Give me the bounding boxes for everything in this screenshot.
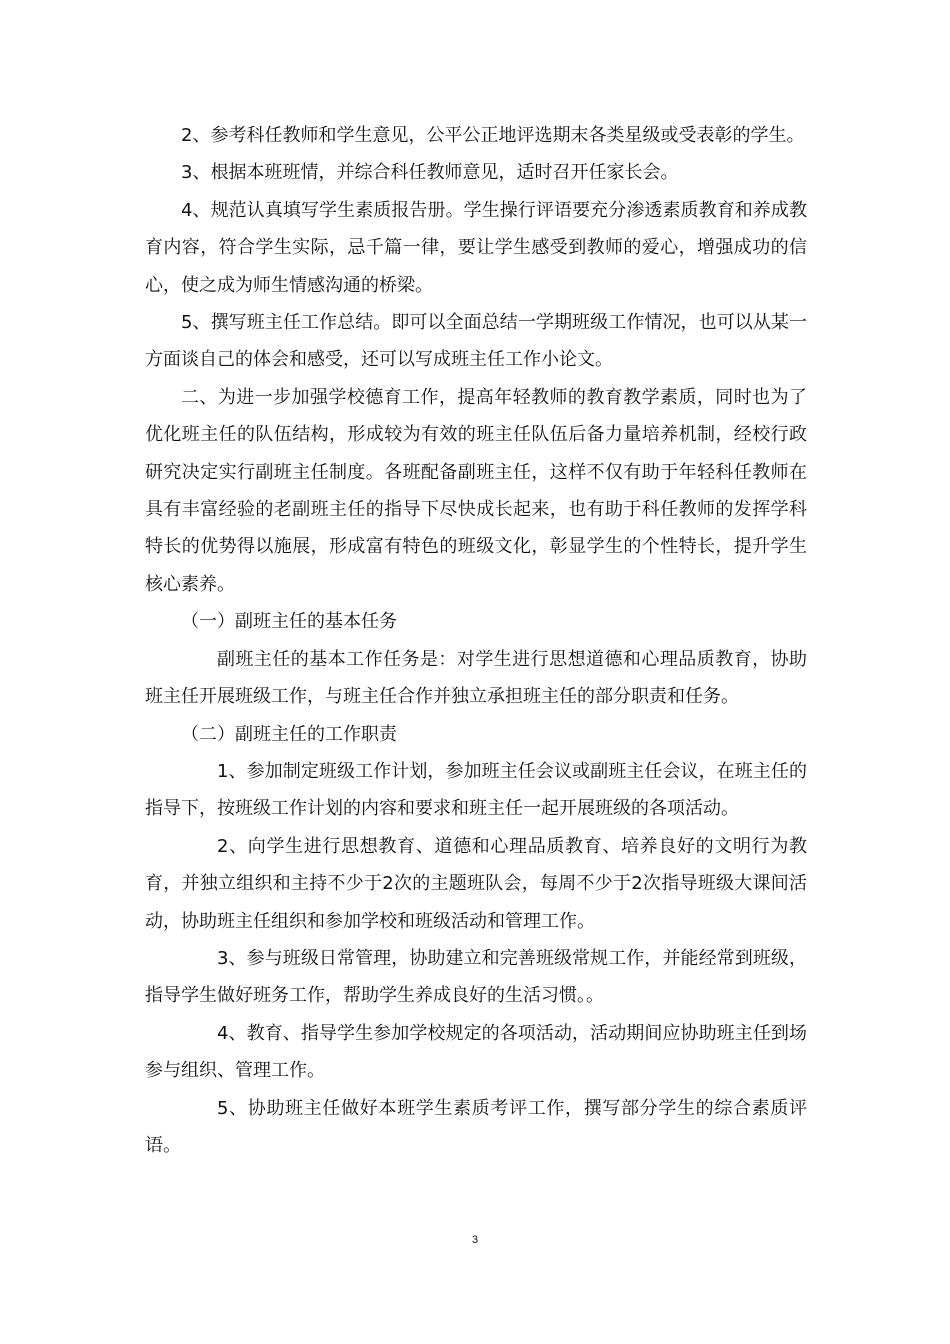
paragraph-duty-2: 2、向学生进行思想教育、道德和心理品质教育、培养良好的文明行为教育，并独立组织和主持不少于2次的主题班队会，每周不少于2次指导班级大课间活动，协助班主任组织和参加学校和班级活动和管理工作。 (145, 835, 807, 932)
paragraph-item-3-parent-meeting: 3、根据本班班情，并综合科任教师意见，适时召开任家长会。 (181, 162, 679, 184)
paragraph-duty-4: 4、教育、指导学生参加学校规定的各项活动，活动期间应协助班主任到场参与组织、管理工作。 (145, 1022, 807, 1082)
paragraph-item-4-quality-report: 4、规范认真填写学生素质报告册。学生操行评语要充分渗透素质教育和养成教育内容，符合学生实际，忌千篇一律，要让学生感受到教师的爱心，增强成功的信心，使之成为师生情感沟通的桥梁。 (145, 199, 807, 296)
subheading-basic-tasks: （一）副班主任的基本任务 (181, 611, 397, 633)
paragraph-duty-3: 3、参与班级日常管理，协助建立和完善班级常规工作，并能经常到班级，指导学生做好班务工作，帮助学生养成良好的生活习惯。。 (145, 947, 807, 1007)
subheading-duties: （二）副班主任的工作职责 (181, 723, 397, 745)
paragraph-duty-1: 1、参加制定班级工作计划，参加班主任会议或副班主任会议，在班主任的指导下，按班级工作计划的内容和要求和班主任一起开展班级的各项活动。 (145, 760, 807, 820)
paragraph-item-2-evaluation: 2、参考科任教师和学生意见，公平公正地评选期末各类星级或受表彰的学生。 (181, 125, 805, 146)
paragraph-duty-5: 5、协助班主任做好本班学生素质考评工作，撰写部分学生的综合素质评语。 (145, 1097, 807, 1156)
paragraph-section-2-intro: 二、为进一步加强学校德育工作，提高年轻教师的教育教学素质，同时也为了优化班主任的队伍结构，形成较为有效的班主任队伍后备力量培养机制，经校行政研究决定实行副班主任制度。各班配备副班主任，这样不仅有助于年轻科任教师在具有丰富经验的老副班主任的指导下尽快成长起来，也有助于科任教师的发挥学科特长的优势得以施展，形成富有特色的班级文化，彰显学生的个性特长，提升学生核心素养。 (145, 386, 807, 595)
paragraph-item-5-work-summary: 5、撰写班主任工作总结。即可以全面总结一学期班级工作情况，也可以从某一方面谈自己的体会和感受，还可以写成班主任工作小论文。 (145, 312, 807, 371)
page-number: 3 (471, 1234, 479, 1246)
paragraph-basic-tasks: 副班主任的基本工作任务是：对学生进行思想道德和心理品质教育，协助班主任开展班级工作，与班主任合作并独立承担班主任的部分职责和任务。 (145, 648, 807, 708)
document-body (145, 117, 807, 1164)
